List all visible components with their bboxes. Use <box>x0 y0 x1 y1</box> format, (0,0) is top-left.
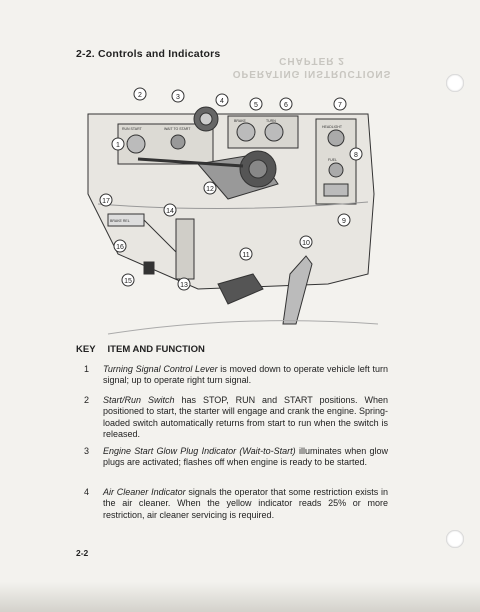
bleed-through-line-2: OPERATING INSTRUCTIONS <box>232 68 392 79</box>
svg-text:1: 1 <box>116 142 120 149</box>
callout-8 <box>350 148 362 160</box>
callout-7 <box>334 98 346 110</box>
svg-text:4: 4 <box>220 98 224 105</box>
key-item-text: is moved down to operate vehicle left turn signal; up to operate right turn signal. <box>103 364 388 386</box>
key-item-description <box>103 446 388 469</box>
section-title: 2-2. Controls and Indicators <box>76 48 221 60</box>
callout-9 <box>338 214 350 226</box>
label-brake: BRAKE <box>234 119 246 123</box>
fuel-switch <box>329 163 343 177</box>
callout-2 <box>134 88 146 100</box>
key-column-header: KEY <box>76 344 96 355</box>
svg-text:17: 17 <box>102 198 110 205</box>
key-item-name: Engine Start Glow Plug Indicator (Wait-to-Start) <box>103 446 296 456</box>
label-brake-rel: BRAKE REL <box>110 219 130 223</box>
svg-text:13: 13 <box>180 282 188 289</box>
callout-10 <box>300 236 312 248</box>
key-item-name: Air Cleaner Indicator <box>103 487 186 497</box>
callout-6 <box>280 98 292 110</box>
callout-16 <box>114 240 126 252</box>
callout-5 <box>250 98 262 110</box>
callout-4 <box>216 94 228 106</box>
key-item-text: signals the operator that some restriction exists in the air cleaner. When the yellow indicator reads 25% or more restriction, air cleaner servicing is required. <box>103 487 388 520</box>
svg-text:16: 16 <box>116 244 124 251</box>
svg-text:14: 14 <box>166 208 174 215</box>
svg-text:15: 15 <box>124 278 132 285</box>
binder-hole-top <box>446 74 464 92</box>
callout-1 <box>112 138 124 150</box>
callout-13 <box>178 278 190 290</box>
svg-text:7: 7 <box>338 102 342 109</box>
lower-console <box>176 219 194 279</box>
label-fuel: FUEL <box>328 158 337 162</box>
svg-text:9: 9 <box>342 218 346 225</box>
label-wait-to-start: WAIT TO START <box>164 127 191 131</box>
dashboard-illustration <box>78 74 384 344</box>
key-table-header <box>76 344 205 355</box>
label-turn: TURN <box>266 119 276 123</box>
label-headlight: HEADLIGHT <box>322 125 343 129</box>
svg-text:11: 11 <box>242 252 250 259</box>
binder-hole-bottom <box>446 530 464 548</box>
key-item-number: 4 <box>84 487 90 497</box>
start-run-switch <box>127 135 145 153</box>
turn-gauge <box>265 123 283 141</box>
key-item-number: 2 <box>84 395 90 405</box>
headlight-switch <box>328 130 344 146</box>
key-item-description <box>103 487 388 521</box>
callout-14 <box>164 204 176 216</box>
key-item-number: 3 <box>84 446 90 456</box>
label-run-start: RUN START <box>122 127 142 131</box>
callout-17 <box>100 194 112 206</box>
svg-text:3: 3 <box>176 94 180 101</box>
callout-12 <box>204 182 216 194</box>
key-item-description <box>103 364 388 387</box>
scan-edge-shadow <box>0 582 480 612</box>
svg-text:12: 12 <box>206 186 214 193</box>
key-item-text: illuminates when glow plugs are activated; flashes off when engine is ready to be started. <box>103 446 388 468</box>
brake-gauge <box>237 123 255 141</box>
key-item-text: has STOP, RUN and START positions. When positioned to start, the starter will engage and crank the engine. Spring-loaded switch automatically returns from start to run when the switch is released. <box>103 395 389 440</box>
key-item-name: Start/Run Switch <box>103 395 175 405</box>
svg-text:8: 8 <box>354 152 358 159</box>
callout-15 <box>122 274 134 286</box>
svg-text:6: 6 <box>284 102 288 109</box>
bleed-through-line-1: CHAPTER 2 <box>279 55 345 66</box>
page-number: 2-2 <box>76 548 89 558</box>
callout-11 <box>240 248 252 260</box>
svg-text:5: 5 <box>254 102 258 109</box>
key-item-description <box>103 395 388 441</box>
key-item-name: Turning Signal Control Lever <box>103 364 218 374</box>
wait-to-start-indicator <box>171 135 185 149</box>
svg-text:10: 10 <box>302 240 310 247</box>
callout-3 <box>172 90 184 102</box>
item-column-header: ITEM AND FUNCTION <box>107 344 205 355</box>
key-item-number: 1 <box>84 364 90 374</box>
svg-text:2: 2 <box>138 92 142 99</box>
